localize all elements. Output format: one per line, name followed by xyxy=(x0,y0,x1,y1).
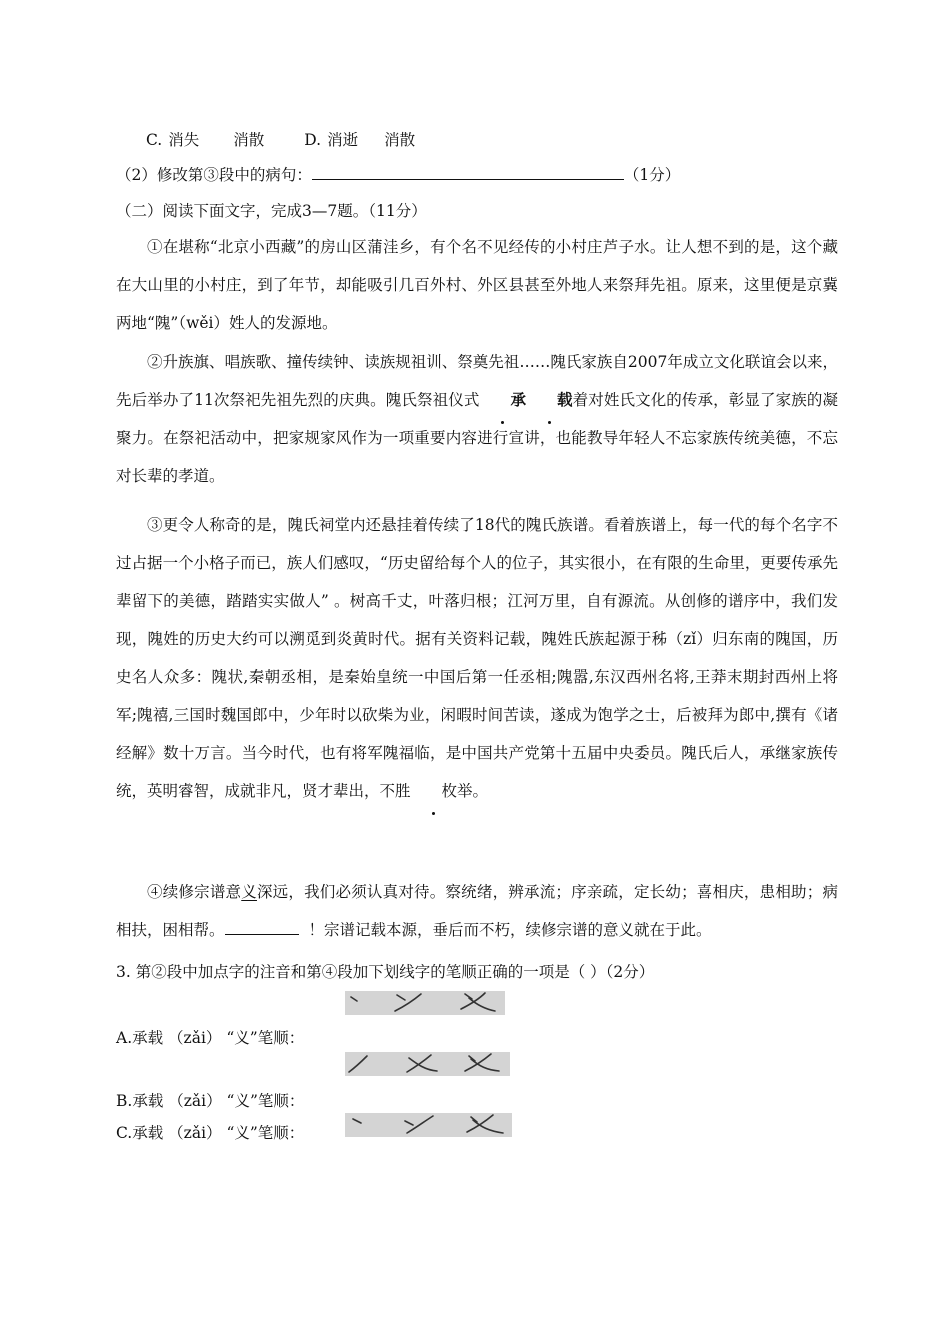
question-2-text: （2）修改第③段中的病句： xyxy=(116,166,312,184)
paragraph-4-text: ！宗谱记载本源，垂后而不朽，续修宗谱的意义就在于此。 xyxy=(308,921,712,939)
dotted-char: 载 xyxy=(526,381,573,419)
paragraph-4 xyxy=(116,873,838,949)
paragraph-4-text: ④续修宗谱意 xyxy=(147,883,242,901)
paragraph-3-text: ③更令人称奇的是，隗氏祠堂内还悬挂着传续了18代的隗氏族谱。看着族谱上，每一代的每个名字不过占据一个小格子而已，族人们感叹，“历史留给每个人的位子，其实很小，在有限的生命里，更要传承先辈留下的美德，踏踏实实做人” 。树高千丈，叶落归根；江河万里，自有源流。从创修的谱序中，我们发现，隗姓的历史大约可以溯觅到炎黄时代。据有关资料记载，隗姓氏族起源于秭（zǐ）归东南的隗国，历史名人众多：隗状,秦朝丞相，是秦始皇统一中国后第一任丞相;隗嚣,东汉西州名将,王莽末期封西州上将军;隗禧,三国时魏国郎中，少年时以砍柴为业，闲暇时间苦读，遂成为饱学之士，后被拜为郎中,撰有《诸经解》数十万言。当今时代，也有将军隗福临，是中国共产党第十五届中央委员。隗氏后人，承继家族传统，英明睿智，成就非凡，贤才辈出，不胜 xyxy=(116,516,838,800)
paragraph-4-text: 深远，我们必须认真对待。察统绪，辨承流；序亲疏，定长幼；喜相庆，患相助；病相扶，困相帮。 xyxy=(116,883,838,939)
option-word: 消失 xyxy=(168,131,200,149)
dotted-char: 承 xyxy=(479,381,526,419)
option-letter: C. xyxy=(146,131,163,149)
question-2-score: （1分） xyxy=(623,166,681,184)
option-word: 消散 xyxy=(233,131,265,149)
section-title: （二）阅读下面文字，完成3—7题。（11分） xyxy=(116,202,427,220)
option-c[interactable]: C.承载 （zǎi） “义”笔顺： xyxy=(116,1124,305,1142)
paragraph-1: ①在堪称“北京小西藏”的房山区蒲洼乡，有个名不见经传的小村庄芦子水。让人想不到的是，这个藏在大山里的小村庄，到了年节，却能吸引几百外村、外区县甚至外地人来祭拜先祖。原来，这里便是京冀两地“隗”（wěi）姓人的发源地。 xyxy=(116,238,838,332)
option-letter: D. xyxy=(304,131,322,149)
paragraph-2 xyxy=(116,343,838,495)
stroke-order-image-b xyxy=(345,1052,510,1076)
paragraph-3 xyxy=(116,506,838,810)
answer-blank[interactable] xyxy=(312,179,624,180)
paragraph-2-text: 着对姓氏文化的传承，彰显了家族的凝聚力。在祭祀活动中，把家规家风作为一项重要内容进行宣讲，也能教导年轻人不忘家族传统美德，不忘对长辈的孝道。 xyxy=(116,391,838,485)
paragraph-2-text: ②升族旗、唱族歌、撞传续钟、读族规祖训、祭奠先祖……隗氏家族自2007年成立文化联谊会以来，先后举办了11次祭祀先祖先烈的庆典。隗氏祭祖仪式 xyxy=(116,353,838,409)
option-b[interactable]: B.承载 （zǎi） “义”笔顺： xyxy=(116,1092,305,1110)
question-2 xyxy=(116,163,680,185)
paragraph-3-text: 举。 xyxy=(457,782,489,800)
dotted-char: 枚 xyxy=(411,772,458,810)
underlined-char: 义 xyxy=(241,883,257,901)
option-word: 消散 xyxy=(384,131,416,149)
stroke-order-image-a xyxy=(345,991,505,1015)
answer-blank[interactable] xyxy=(225,934,299,935)
option-word: 消逝 xyxy=(327,131,359,149)
option-a[interactable]: A.承载 （zǎi） “义”笔顺： xyxy=(116,1029,305,1047)
stroke-order-image-c xyxy=(345,1113,512,1137)
question-3: 3. 第②段中加点字的注音和第④段加下划线字的笔顺正确的一项是（ ）（2分） xyxy=(116,963,655,981)
previous-option-line xyxy=(146,128,415,150)
